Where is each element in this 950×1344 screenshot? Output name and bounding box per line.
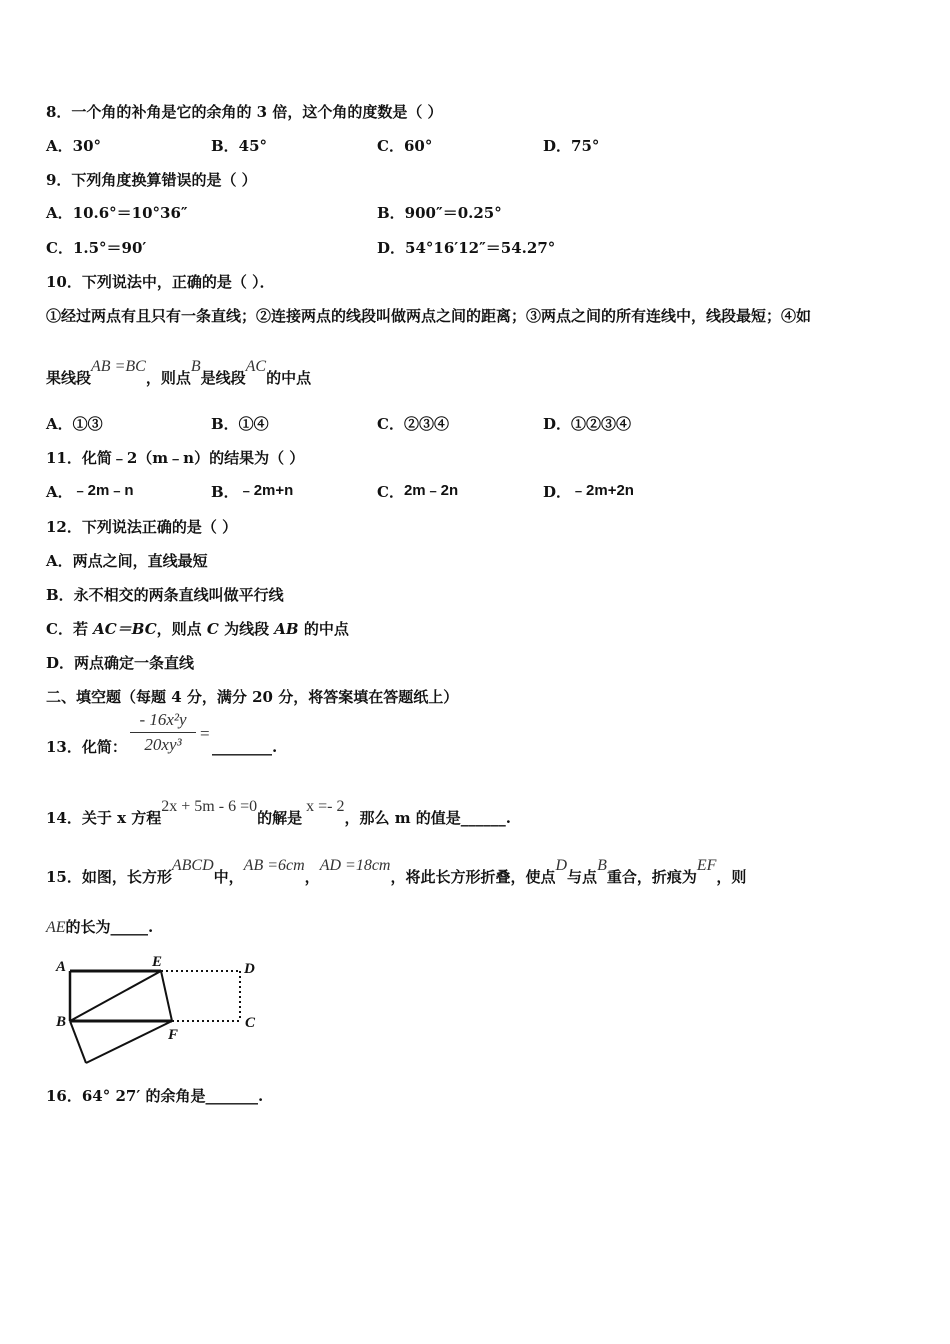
q12-c-math: AC＝BC [93, 620, 157, 638]
q11-value-b: ﹣2m+n [238, 482, 294, 499]
q9-option-d: D．54°16′12″＝54.27° [377, 239, 556, 257]
q14-line [46, 798, 512, 829]
q15-t7: 的长为_____. [65, 918, 154, 936]
q15-ab: AB =6cm [243, 857, 305, 874]
q15-line2 [46, 917, 153, 938]
fig-label-e: E [152, 955, 163, 970]
q10-line3 [46, 358, 312, 389]
q11-value-a: ﹣2m﹣n [72, 482, 134, 499]
q8-stem: 8．一个角的补角是它的余角的 3 倍，这个角的度数是（ ） [46, 103, 443, 121]
q9-stem: 9．下列角度换算错误的是（ ） [46, 171, 257, 189]
q10-line3-c: 是线段 [200, 369, 246, 387]
fig-label-f: F [168, 1027, 179, 1043]
q10-option-b: B．①④ [211, 415, 269, 433]
q11-value-d: ﹣2m+2n [571, 482, 634, 499]
q15-t2: ， [304, 868, 320, 886]
q13-numerator: - 16x²y [130, 710, 196, 733]
q11-option-a [46, 482, 133, 503]
q11-option-b [211, 482, 293, 503]
q10-line3-b: ，则点 [145, 369, 191, 387]
fig-line-be [70, 971, 161, 1021]
q8-option-a: A．30° [46, 137, 102, 155]
q10-option-d: D．①②③④ [543, 415, 632, 433]
q10-body: ①经过两点有且只有一条直线；②连接两点的线段叫做两点之间的距离；③两点之间的所有连线中，线段最短；④如 [46, 307, 812, 325]
fig-label-c: C [245, 1015, 256, 1031]
fig-label-d: D [244, 961, 255, 977]
q11-label-c: C． [377, 483, 404, 501]
fig-line-flap-2 [86, 1021, 172, 1063]
q10-stem: 10．下列说法中，正确的是（ ）． [46, 273, 275, 291]
q11-label-a: A． [46, 483, 73, 501]
q12-stem: 12．下列说法正确的是（ ） [46, 518, 238, 536]
q12-c-post: 的中点 [298, 620, 349, 638]
q12-option-a: A．两点之间，直线最短 [46, 552, 208, 570]
q10-option-c: C．②③④ [377, 415, 449, 433]
q13-equals: = [200, 724, 210, 743]
q12-option-b: B．永不相交的两条直线叫做平行线 [46, 586, 284, 604]
q11-value-c: 2m﹣2n [403, 482, 459, 499]
q10-math-ab-bc: AB =BC [91, 358, 146, 375]
q15-point-d: D [555, 857, 568, 874]
q14-post: ，那么 m 的值是______. [344, 809, 512, 827]
q15-pre: 15．如图，长方形 [46, 868, 172, 886]
q9-option-a: A．10.6°＝10°36″ [46, 204, 188, 222]
q15-t4: 与点 [567, 868, 598, 886]
q14-pre: 14．关于 x 方程 [46, 809, 162, 827]
q8-option-c: C．60° [377, 137, 433, 155]
q14-solution: x =- 2 [306, 798, 345, 815]
q12-c-mid2: 为线段 [218, 620, 275, 638]
q15-t3: ，将此长方形折叠，使点 [390, 868, 556, 886]
q8-option-b: B．45° [211, 137, 268, 155]
q9-option-c: C．1.5°＝90′ [46, 239, 147, 257]
q15-ae: AE [46, 919, 66, 936]
q12-option-c [46, 619, 349, 639]
fig-line-ef [161, 971, 172, 1021]
q15-line1 [46, 857, 747, 888]
fig-line-flap-1 [70, 1021, 86, 1063]
fig-label-b: B [56, 1014, 67, 1030]
q15-ad: AD =18cm [319, 857, 391, 874]
q12-c-seg: AB [274, 620, 299, 638]
section-2-title: 二、填空题（每题 4 分，满分 20 分，将答案填在答题纸上） [46, 688, 459, 706]
q15-t5: 重合，折痕为 [606, 868, 697, 886]
q15-point-b: B [597, 857, 607, 874]
q11-option-d [543, 482, 634, 503]
q13-denominator: 20xy³ [144, 735, 182, 754]
fig-label-a: A [56, 959, 67, 975]
q16-line: 16．64° 27′ 的余角是_______. [46, 1087, 264, 1105]
q13-answer-blank: ________. [212, 738, 278, 756]
q14-mid: 的解是 [257, 809, 303, 827]
q15-rect: ABCD [171, 857, 214, 874]
q14-equation: 2x + 5m - 6 =0 [161, 798, 258, 815]
q12-option-d: D．两点确定一条直线 [46, 654, 195, 672]
q12-c-pre: C．若 [46, 620, 94, 638]
q12-c-mid: ，则点 [156, 620, 207, 638]
q15-figure [50, 955, 270, 1067]
q15-t6: ，则 [716, 868, 747, 886]
q10-math-b: B [190, 358, 201, 375]
q12-c-point: C [206, 620, 219, 638]
q9-option-b: B．900″＝0.25° [377, 204, 502, 222]
q13-label: 13．化简： [46, 738, 127, 756]
q10-line3-d: 的中点 [266, 369, 312, 387]
q13-fraction [130, 710, 196, 755]
q11-stem: 11．化简﹣2（m﹣n）的结果为（ ） [46, 449, 305, 467]
q15-ef: EF [696, 857, 717, 874]
q10-math-ac: AC [245, 358, 267, 375]
q8-option-d: D．75° [543, 137, 600, 155]
q11-label-b: B． [211, 483, 239, 501]
q11-option-c [377, 482, 458, 503]
q10-line3-a: 果线段 [46, 369, 92, 387]
q11-label-d: D． [543, 483, 572, 501]
q15-t1: 中， [213, 868, 244, 886]
q10-option-a: A．①③ [46, 415, 103, 433]
